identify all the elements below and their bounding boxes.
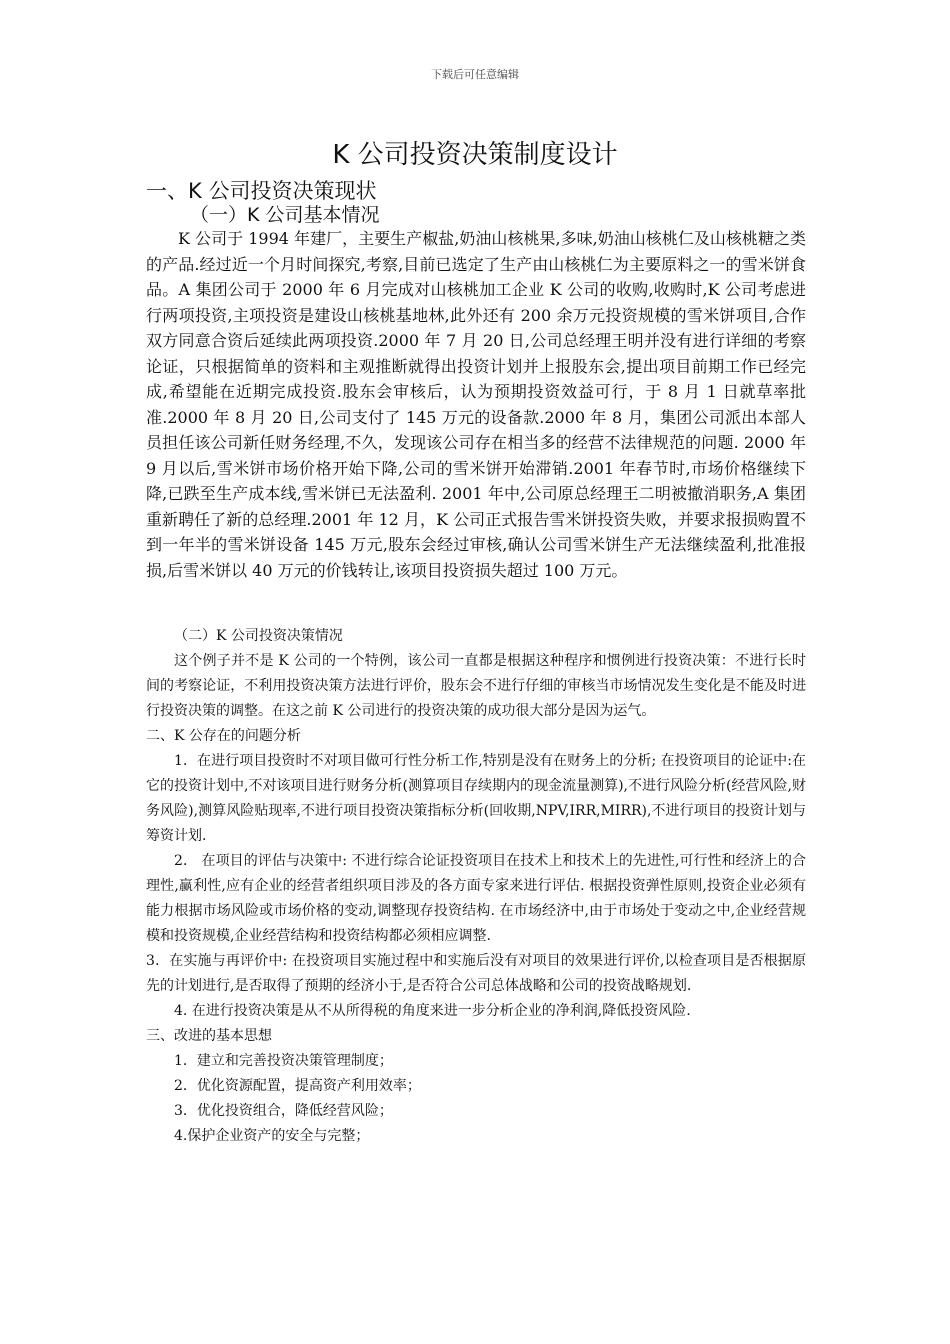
section2-item-4: 4. 在进行投资决策是从不从所得税的角度来进一步分析企业的净利润,降低投资风险.	[174, 1003, 691, 1019]
subsection1-body	[146, 226, 806, 583]
section2-heading: 二、K 公存在的问题分析	[146, 728, 301, 744]
subsection2-heading: （二）K 公司投资决策情况	[174, 628, 343, 644]
section3-item-4: 4.保护企业资产的安全与完整；	[174, 1128, 370, 1144]
document-title: K 公司投资决策制度设计	[332, 140, 618, 170]
section3-item-2: 2．优化资源配置，提高资产利用效率；	[174, 1078, 421, 1094]
section2-item-1: 1．在进行项目投资时不对项目做可行性分析工作,特别是没有在财务上的分析; 在投资项目的论证中:在它的投资计划中,不对该项目进行财务分析(测算项目存续期内的现金流量测算),不进行风险分析(经营风险,财务风险),测算风险贴现率,不进行项目投资决策指标分析(回收期,NPV,IRR,MIRR),不进行项目的投资计划与筹资计划.	[146, 753, 806, 844]
subsection1-heading: （一）K 公司基本情况	[190, 204, 380, 226]
section3-item-3: 3．优化投资组合，降低经营风险；	[174, 1103, 393, 1119]
section3-heading: 三、改进的基本思想	[146, 1028, 272, 1044]
section2-item-3: 3．在实施与再评价中: 在投资项目实施过程中和实施后没有对项目的效果进行评价,以检查项目是否根据原先的计划进行,是否取得了预期的经济小于,是否符合公司总体战略和公司的投资战略规划.	[146, 953, 806, 994]
section1-heading: 一、K 公司投资决策现状	[146, 179, 377, 203]
section2-item-2: 2． 在项目的评估与决策中: 不进行综合论证投资项目在技术上和技术上的先进性,可行性和经济上的合理性,赢利性,应有企业的经营者组织项目涉及的各方面专家来进行评估. 根据投资弹性原则,投资企业必须有能力根据市场风险或市场价格的变动,调整现存投资结构. 在市场经济中,由于市场处于变动之中,企业经营规模和投资规模,企业经营结构和投资结构都必须相应调整.	[146, 853, 806, 944]
header-note: 下载后可任意编辑	[431, 68, 519, 81]
subsection2-paragraph: 这个例子并不是 K 公司的一个特例，该公司一直都是根据这种程序和惯例进行投资决策：不进行长时间的考察论证，不利用投资决策方法进行评价，股东会不进行仔细的审核当市场情况发生变化是不能及时进行投资决策的调整。在这之前 K 公司进行的投资决策的成功很大部分是因为运气。	[146, 653, 806, 719]
subsection1-paragraph: K 公司于 1994 年建厂，主要生产椒盐,奶油山核桃果,多味,奶油山核桃仁及山核桃糖之类的产品.经过近一个月时间探究,考察,目前已选定了生产由山核桃仁为主要原料之一的雪米饼食品。A 集团公司于 2000 年 6 月完成对山核桃加工企业 K 公司的收购,收购时,K 公司考虑进行两项投资,主项投资是建设山核桃基地林,此外还有 200 余万元投资规模的雪米饼项目,合作双方同意合资后延续此两项投资.2000 年 7 月 20 日,公司总经理王明并没有进行详细的考察论证，只根据简单的资料和主观推断就得出投资计划并上报股东会,提出项目前期工作已经完成,希望能在近期完成投资.股东会审核后，认为预期投资效益可行，于 8 月 1 日就草率批准.2000 年 8 月 20 日,公司支付了 145 万元的设备款.2000 年 8 月，集团公司派出本部人员担任该公司新任财务经理,不久，发现该公司存在相当多的经营不法律规范的问题. 2000 年 9 月以后,雪米饼市场价格开始下降,公司的雪米饼开始滞销.2001 年春节时,市场价格继续下降,已跌至生产成本线,雪米饼已无法盈利. 2001 年中,公司原总经理王二明被撤消职务,A 集团重新聘任了新的总经理.2001 年 12 月，K 公司正式报告雪米饼投资失败，并要求报损购置不到一年半的雪米饼设备 145 万元,股东会经过审核,确认公司雪米饼生产无法继续盈利,批准报损,后雪米饼以 40 万元的价钱转让,该项目投资损失超过 100 万元。	[146, 229, 806, 580]
section3-item-1: 1．建立和完善投资决策管理制度；	[174, 1053, 393, 1069]
lower-body	[146, 624, 806, 1149]
